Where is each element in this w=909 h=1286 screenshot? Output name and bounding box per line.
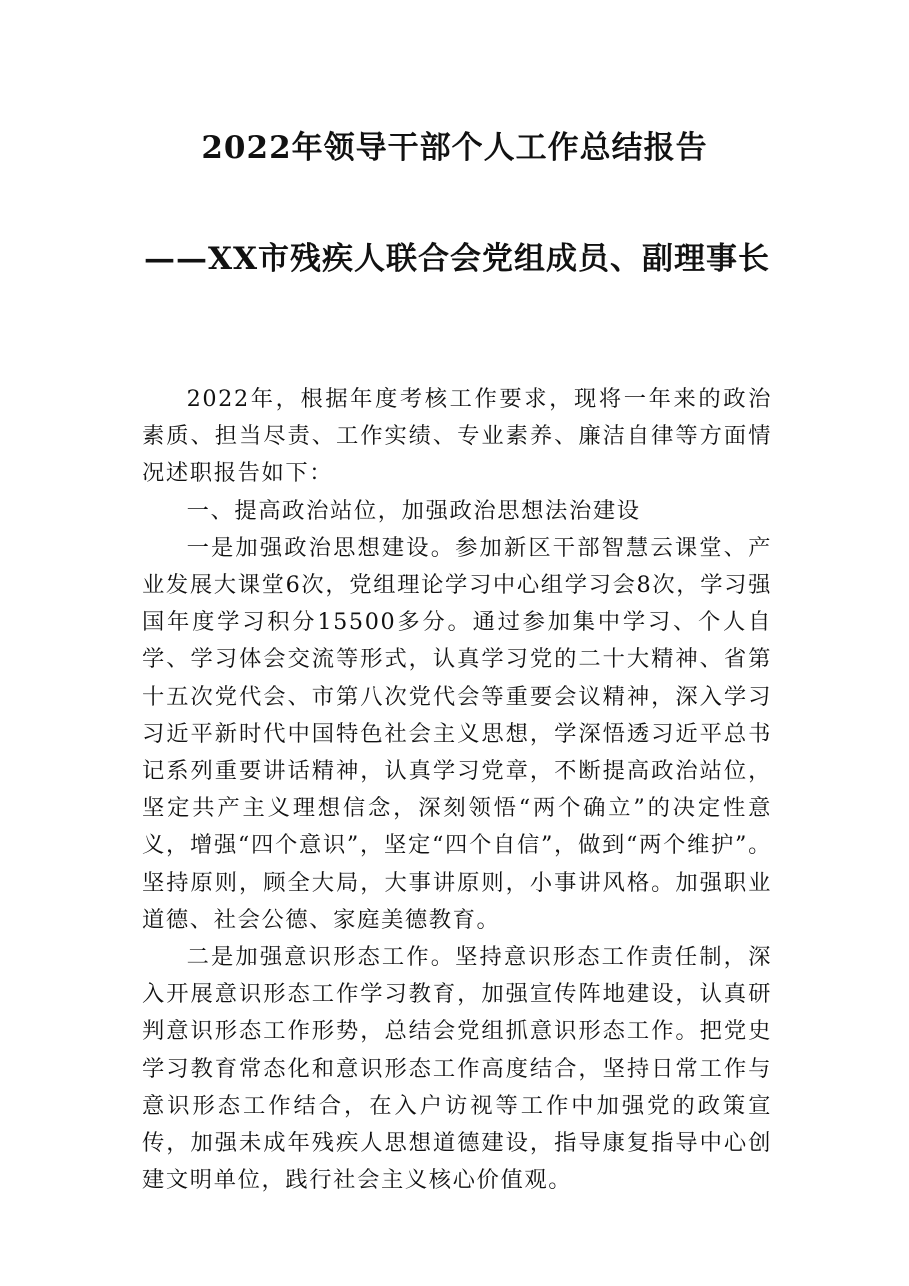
body-paragraph: 一是加强政治思想建设。参加新区干部智慧云课堂、产业发展大课堂6次，党组理论学习中心组学习会8次，学习强国年度学习积分15500多分。通过参加集中学习、个人自学、学习体会交流等形式，认真学习党的二十大精神、省第十五次党代会、市第八次党代会等重要会议精神，深入学习习近平新时代中国特色社会主义思想，学深悟透习近平总书记系列重要讲话精神，认真学习党章，不断提高政治站位，坚定共产主义理想信念，深刻领悟“两个确立”的决定性意义，增强“四个意识”，坚定“四个自信”，做到“两个维护”。坚持原则，顾全大局，大事讲原则，小事讲风格。加强职业道德、社会公德、家庭美德教育。 [142,534,772,933]
document-title: 2022年领导干部个人工作总结报告 [201,130,708,166]
intro-paragraph: 2022年，根据年度考核工作要求，现将一年来的政治素质、担当尽责、工作实绩、专业素养、廉洁自律等方面情况述职报告如下： [142,386,772,487]
section-heading: 一、提高政治站位，加强政治思想法治建设 [186,497,641,524]
body-paragraph: 二是加强意识形态工作。坚持意识形态工作责任制，深入开展意识形态工作学习教育，加强宣传阵地建设，认真研判意识形态工作形势，总结会党组抓意识形态工作。把党史学习教育常态化和意识形态工作高度结合，坚持日常工作与意识形态工作结合，在入户访视等工作中加强党的政策宣传，加强未成年残疾人思想道德建设，指导康复指导中心创建文明单位，践行社会主义核心价值观。 [142,944,772,1194]
document-subtitle: ——XX市残疾人联合会党组成员、副理事长 [143,241,771,277]
document-body [142,381,772,1199]
